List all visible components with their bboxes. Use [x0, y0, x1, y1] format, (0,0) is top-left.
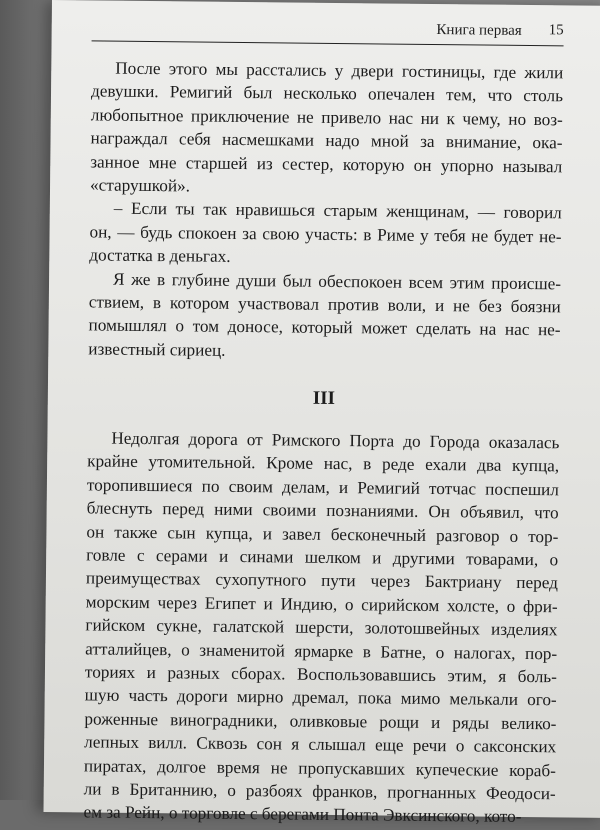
- paragraph: [89, 197, 562, 272]
- text-line: шую часть дороги мирно дремал, пока мимо мелькали ого-: [84, 685, 557, 710]
- text-line: лепных вилл. Сквозь сон я слышал еще речи о саксонских: [84, 732, 557, 757]
- text-line: награждал себя насмешками надо мной за внимание, ока-: [90, 128, 563, 153]
- text-after-heading: [83, 426, 559, 829]
- book-title: Книга первая: [436, 22, 522, 39]
- text-line: торопившиеся по своим делам, и Ремигий тотчас поспешил: [86, 475, 559, 500]
- text-line: блеснуть перед ними своими познаниями. Он объявил, что: [86, 498, 559, 523]
- page-text: [83, 56, 563, 829]
- text-line: ствием, в котором участвовал против воли, и не без боязни: [88, 292, 561, 317]
- text-line: ториях и разных сборах. Воспользовавшись этим, я боль-: [84, 662, 558, 687]
- text-line: – Если ты так нравишься старым женщинам, — говорил: [113, 199, 562, 223]
- text-line: морским через Египет и Индию, о сирийском холсте, о фри-: [85, 592, 558, 617]
- text-before-heading: [88, 56, 563, 365]
- text-line: После этого мы расстались у двери гостиницы, где жили: [115, 58, 564, 83]
- text-line: он также сын купца, и завел бесконечный разговор о тор-: [86, 522, 559, 546]
- text-line: атталийцев, о знаменитой ярмарке в Батне, о налогах, пор-: [85, 638, 558, 663]
- text-line: ем за Рейн, о торговле с берегами Понта Эвксинского, кото-: [83, 802, 522, 827]
- text-line: роженные виноградники, оливковые рощи и ряды велико-: [84, 709, 557, 734]
- text-line: крайне утомительной. Кроме нас, в реде ехали два купца,: [87, 451, 560, 476]
- paragraph: [83, 426, 559, 829]
- text-line: он, — будь спокоен за свою участь: в Риме у тебя не будет не-: [89, 222, 562, 247]
- book-page: [43, 0, 600, 827]
- text-line: «старушкой».: [89, 175, 191, 196]
- text-line: занное мне старшей из сестер, которую он упорно называл: [90, 151, 563, 176]
- running-header: [92, 14, 564, 46]
- text-line: преимуществах сухопутного пути через Бактриану перед: [85, 568, 559, 593]
- text-line: помышлял о том доносе, который может сделать на нас не-: [88, 315, 561, 340]
- text-line: любопытное приключение не привело нас ни к чему, но воз-: [90, 105, 563, 130]
- text-line: известный сириец.: [88, 339, 226, 360]
- text-line: говле с серами и синами шелком и другими товарами, о: [86, 545, 559, 570]
- text-line: Недолгая дорога от Римского Порта до Города оказалась: [111, 428, 560, 453]
- chapter-heading: III: [312, 387, 336, 410]
- text-line: Я же в глубине души был обеспокоен всем этим происше-: [112, 269, 562, 293]
- text-line: гийском сукне, галатской шерсти, золотошвейных изделиях: [85, 615, 558, 640]
- text-line: ли в Британнию, о разбоях франков, прогнанных Феодоси-: [83, 779, 556, 804]
- text-line: достатка в деньгах.: [89, 245, 231, 267]
- text-line: пиратах, долгое время не пропускавших купеческие кораб-: [83, 755, 557, 780]
- paragraph: [88, 267, 561, 366]
- paragraph: [90, 56, 563, 201]
- text-line: девушки. Ремигий был несколько опечален тем, что столь: [90, 81, 564, 106]
- page-number: 15: [548, 22, 564, 39]
